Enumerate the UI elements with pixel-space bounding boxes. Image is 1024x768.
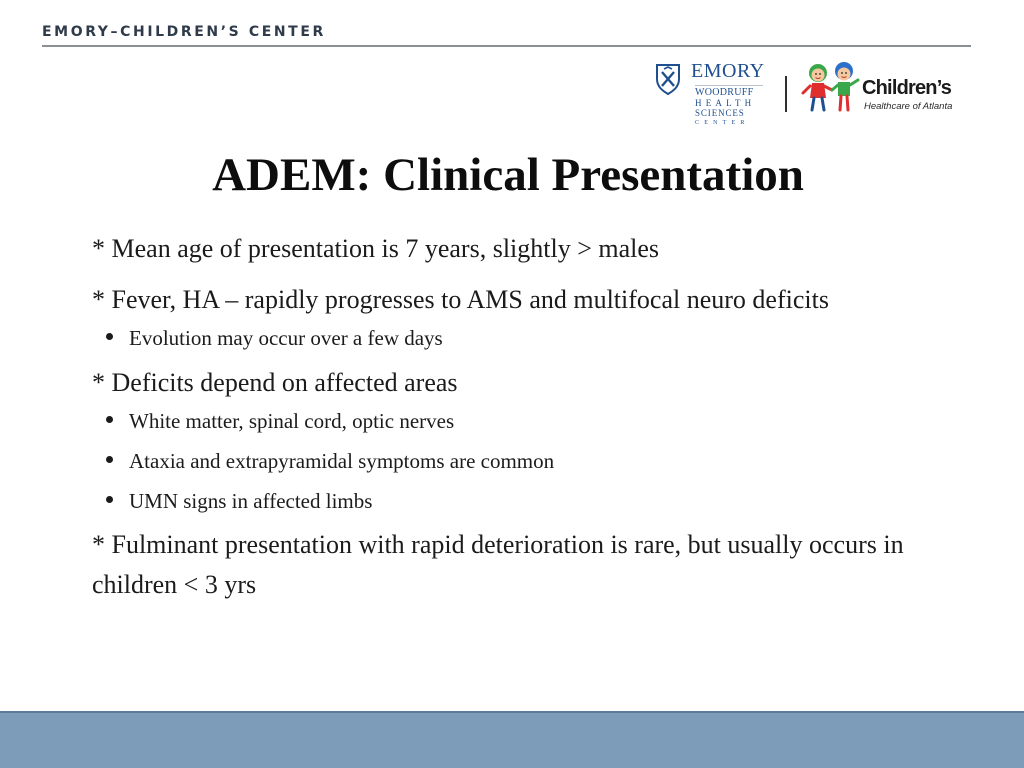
header-divider	[42, 45, 971, 47]
emory-sub-line1: WOODRUFF	[695, 87, 754, 98]
sub-bullet-text: UMN signs in affected limbs	[129, 489, 373, 513]
bullet-item	[92, 525, 972, 605]
emory-sub-line3: SCIENCES	[695, 108, 745, 118]
bullet-item	[92, 280, 972, 320]
emory-sub-line4: CENTER	[695, 120, 750, 126]
sub-bullet-item	[106, 407, 972, 435]
bullet-item	[92, 229, 972, 269]
slide-title: ADEM: Clinical Presentation	[212, 149, 804, 201]
emory-subtitle	[695, 88, 767, 128]
bullet-dot-icon	[106, 333, 113, 340]
emory-name: EMORY	[691, 60, 765, 82]
footer-band	[0, 711, 1024, 768]
bullet-dot-icon	[106, 456, 113, 463]
slide-content	[92, 229, 972, 616]
childrens-name: Children’s	[862, 77, 952, 99]
emory-logo-divider	[695, 85, 763, 86]
bullet-dot-icon	[106, 496, 113, 503]
emory-sub-line2: HEALTH	[695, 98, 756, 108]
sub-bullet-item	[106, 324, 972, 352]
bullet-text: * Mean age of presentation is 7 years, slightly > males	[92, 234, 660, 263]
sub-bullet-text: Ataxia and extrapyramidal symptoms are common	[129, 449, 555, 473]
emory-logo	[655, 60, 767, 132]
emory-shield-icon	[655, 63, 681, 95]
bullet-text: * Fever, HA – rapidly progresses to AMS and multifocal neuro deficits	[92, 285, 829, 314]
bullet-item	[92, 363, 972, 403]
kids-figures-icon	[800, 60, 864, 116]
childrens-subtitle: Healthcare of Atlanta	[864, 101, 953, 112]
bullet-text: * Fulminant presentation with rapid deterioration is rare, but usually occurs in children < 3 yrs	[92, 530, 904, 599]
sub-bullet-item	[106, 487, 972, 515]
bullet-dot-icon	[106, 416, 113, 423]
logo-separator	[785, 76, 787, 112]
bullet-text: * Deficits depend on affected areas	[92, 368, 458, 397]
sub-bullet-text: White matter, spinal cord, optic nerves	[129, 409, 455, 433]
sub-bullet-text: Evolution may occur over a few days	[129, 326, 443, 350]
sub-bullet-item	[106, 447, 972, 475]
header-org-text: EMORY–CHILDREN’S CENTER	[42, 24, 326, 40]
childrens-logo	[800, 60, 976, 120]
